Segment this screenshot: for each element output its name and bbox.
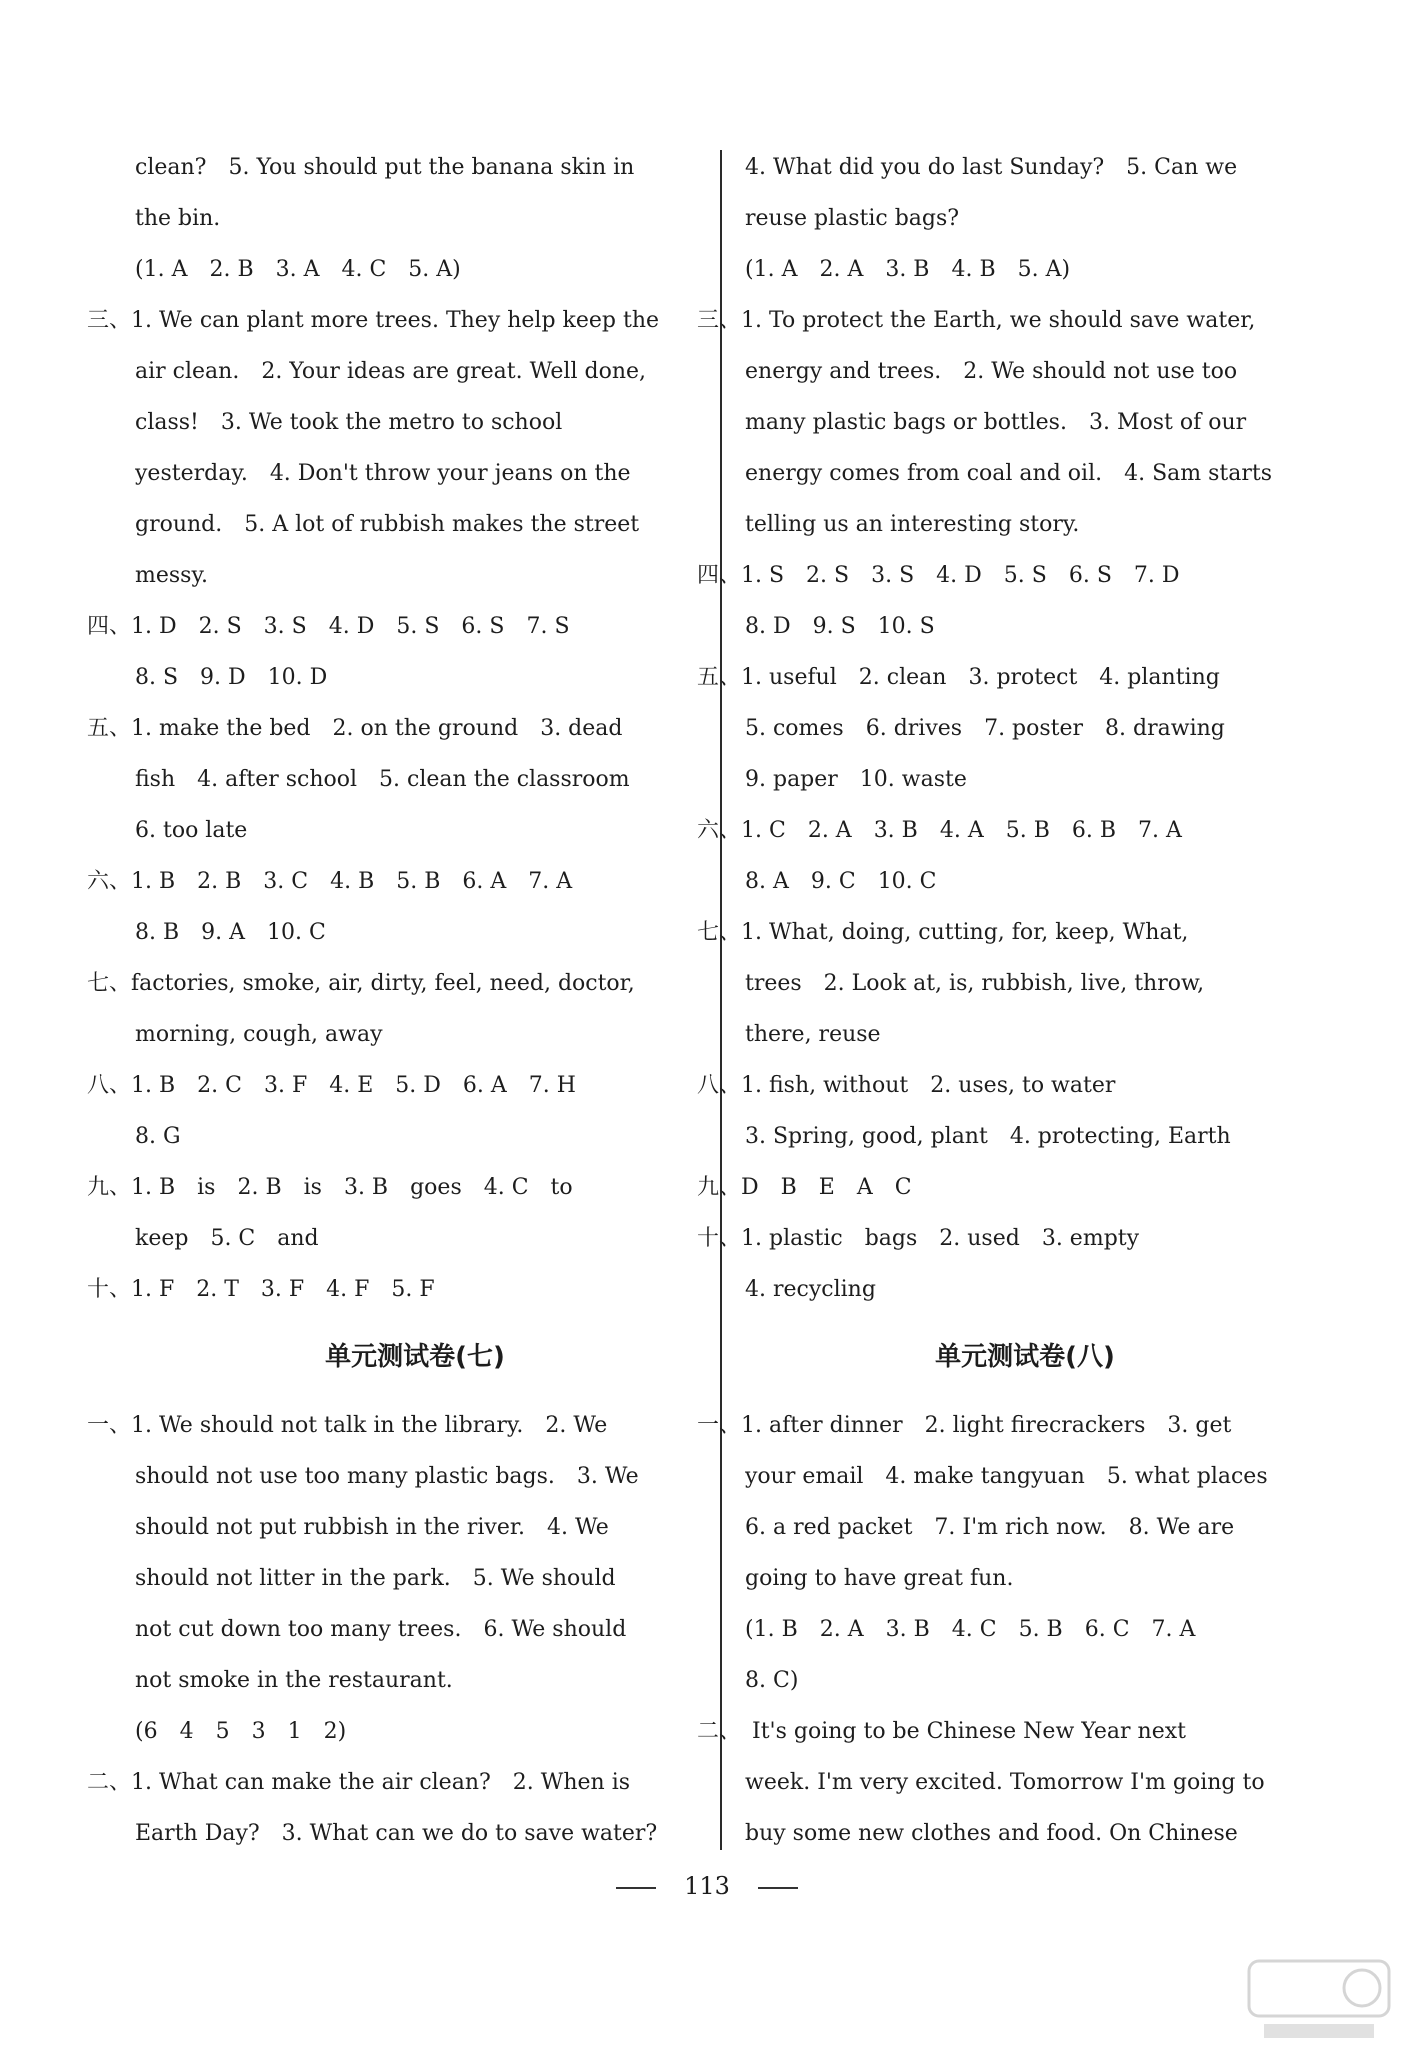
answer-line: 十、1. plastic bags 2. used 3. empty: [697, 1226, 1140, 1251]
answer-line: 3. Spring, good, plant 4. protecting, Earth: [745, 1124, 1231, 1149]
answer-line: should not put rubbish in the river. 4. We: [135, 1515, 609, 1540]
answer-line: 六、1. B 2. B 3. C 4. B 5. B 6. A 7. A: [87, 869, 573, 894]
answer-line: 三、1. We can plant more trees. They help keep the: [87, 308, 660, 333]
answer-line: 8. D 9. S 10. S: [745, 614, 935, 639]
footer-dash-left: [616, 1887, 656, 1889]
answer-line: not cut down too many trees. 6. We should: [135, 1617, 627, 1642]
answer-line: 8. S 9. D 10. D: [135, 665, 328, 690]
answer-line: keep 5. C and: [135, 1226, 319, 1251]
answer-line: (6 4 5 3 1 2): [135, 1719, 347, 1744]
answer-line: 八、1. fish, without 2. uses, to water: [697, 1073, 1116, 1098]
answer-line: air clean. 2. Your ideas are great. Well done,: [135, 359, 646, 384]
answer-line: 6. a red packet 7. I'm rich now. 8. We are: [745, 1515, 1235, 1540]
answer-line: 8. A 9. C 10. C: [745, 869, 937, 894]
answer-line: not smoke in the restaurant.: [135, 1668, 453, 1693]
answer-line: going to have great fun.: [745, 1566, 1014, 1591]
answer-line: 七、factories, smoke, air, dirty, feel, need, doctor,: [87, 971, 635, 996]
answer-line: 8. C): [745, 1668, 799, 1693]
answer-line: 8. G: [135, 1124, 181, 1149]
answer-line: 四、1. S 2. S 3. S 4. D 5. S 6. S 7. D: [697, 563, 1180, 588]
answer-line: should not use too many plastic bags. 3. We: [135, 1464, 639, 1489]
answer-line: your email 4. make tangyuan 5. what places: [745, 1464, 1268, 1489]
answer-line: messy.: [135, 563, 208, 588]
answer-line: (1. A 2. B 3. A 4. C 5. A): [135, 257, 461, 282]
answer-line: 6. too late: [135, 818, 248, 843]
answer-line: 五、1. useful 2. clean 3. protect 4. planting: [697, 665, 1220, 690]
answer-line: Earth Day? 3. What can we do to save water?: [135, 1821, 658, 1846]
section-heading: 单元测试卷(七): [325, 1342, 505, 1372]
answer-line: 九、1. B is 2. B is 3. B goes 4. C to: [87, 1175, 573, 1200]
answer-line: the bin.: [135, 206, 221, 231]
page-footer: [0, 1872, 1414, 1900]
answer-line: 九、D B E A C: [697, 1175, 912, 1200]
column-divider: [720, 150, 722, 1850]
answer-line: energy and trees. 2. We should not use too: [745, 359, 1238, 384]
answer-line: 二、 It's going to be Chinese New Year next: [697, 1719, 1186, 1744]
answer-line: telling us an interesting story.: [745, 512, 1080, 537]
answer-line: fish 4. after school 5. clean the classroom: [135, 767, 630, 792]
answer-line: 一、1. after dinner 2. light firecrackers 3. get: [697, 1413, 1232, 1438]
answer-line: 8. B 9. A 10. C: [135, 920, 326, 945]
answer-line: 八、1. B 2. C 3. F 4. E 5. D 6. A 7. H: [87, 1073, 576, 1098]
answer-line: clean? 5. You should put the banana skin in: [135, 155, 635, 180]
answer-line: trees 2. Look at, is, rubbish, live, throw,: [745, 971, 1205, 996]
answer-line: 五、1. make the bed 2. on the ground 3. dead: [87, 716, 623, 741]
answer-line: 三、1. To protect the Earth, we should save water,: [697, 308, 1256, 333]
right-column: [697, 142, 1305, 1859]
answer-line: yesterday. 4. Don't throw your jeans on the: [135, 461, 631, 486]
page-number: 113: [684, 1872, 730, 1900]
answer-line: (1. A 2. A 3. B 4. B 5. A): [745, 257, 1071, 282]
answer-line: class! 3. We took the metro to school: [135, 410, 563, 435]
answer-line: 4. What did you do last Sunday? 5. Can we: [745, 155, 1238, 180]
answer-line: week. I'm very excited. Tomorrow I'm going to: [745, 1770, 1265, 1795]
answer-line: 9. paper 10. waste: [745, 767, 967, 792]
answer-line: 四、1. D 2. S 3. S 4. D 5. S 6. S 7. S: [87, 614, 570, 639]
answer-line: ground. 5. A lot of rubbish makes the street: [135, 512, 640, 537]
answer-line: 十、1. F 2. T 3. F 4. F 5. F: [87, 1277, 435, 1302]
answer-line: 一、1. We should not talk in the library. 2. We: [87, 1413, 608, 1438]
answer-line: many plastic bags or bottles. 3. Most of our: [745, 410, 1247, 435]
answer-line: reuse plastic bags?: [745, 206, 960, 231]
answer-line: morning, cough, away: [135, 1022, 383, 1047]
section-heading: 单元测试卷(八): [935, 1342, 1115, 1372]
answer-line: there, reuse: [745, 1022, 881, 1047]
answer-line: 二、1. What can make the air clean? 2. When is: [87, 1770, 631, 1795]
answer-line: energy comes from coal and oil. 4. Sam starts: [745, 461, 1273, 486]
watermark-logo-icon: [1244, 1956, 1394, 2046]
answer-line: (1. B 2. A 3. B 4. C 5. B 6. C 7. A: [745, 1617, 1196, 1642]
answer-line: should not litter in the park. 5. We should: [135, 1566, 616, 1591]
left-column: [87, 142, 695, 1859]
footer-dash-right: [758, 1887, 798, 1889]
answer-line: buy some new clothes and food. On Chinese: [745, 1821, 1238, 1846]
answer-line: 六、1. C 2. A 3. B 4. A 5. B 6. B 7. A: [697, 818, 1182, 843]
answer-line: 七、1. What, doing, cutting, for, keep, What,: [697, 920, 1189, 945]
answer-line: 4. recycling: [745, 1277, 876, 1302]
answer-line: 5. comes 6. drives 7. poster 8. drawing: [745, 716, 1225, 741]
